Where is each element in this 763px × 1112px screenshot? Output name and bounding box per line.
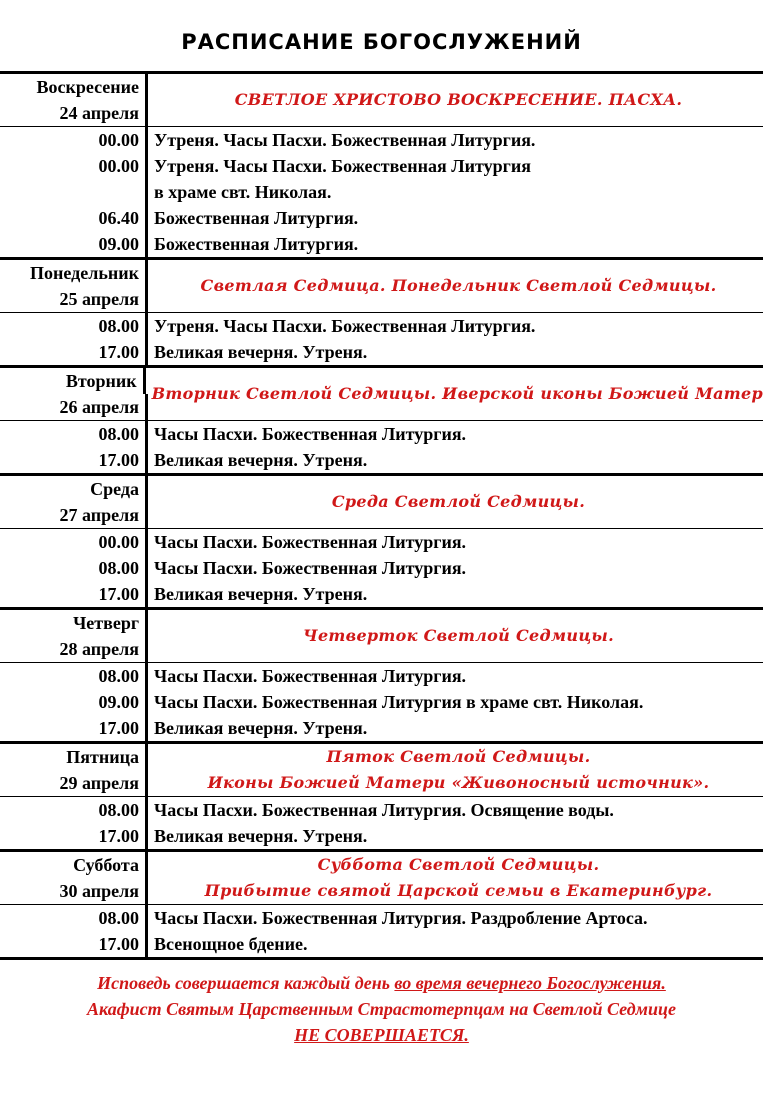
service-row [0,205,763,231]
service-time: 00.00 [0,153,148,179]
service-text: Часы Пасхи. Божественная Литургия. [154,532,467,552]
service-text: Великая вечерня. Утреня. [154,450,368,470]
service-time: 17.00 [0,823,148,849]
footer-line1a: Исповедь совершается каждый день [97,973,395,993]
page-title: РАСПИСАНИЕ БОГОСЛУЖЕНИЙ [181,30,582,54]
feast-title: Прибытие святой Царской семьи в Екатеринбург. [204,881,713,900]
feast-title: Пяток Светлой Седмицы. [326,747,591,766]
day-header-row [0,260,763,295]
service-time: 00.00 [0,529,148,555]
day-header-row [0,502,763,529]
day-block [0,741,763,849]
service-time: 17.00 [0,339,148,365]
service-text: Всенощное бдение. [154,934,308,954]
feast-title: Среда Светлой Седмицы. [331,492,586,511]
day-header-row [0,286,763,313]
service-text: Часы Пасхи. Божественная Литургия в храме свт. Николая. [154,692,644,712]
feast-title: Суббота Светлой Седмицы. [317,855,600,874]
service-row [0,421,763,447]
service-time: 06.40 [0,205,148,231]
service-time: 08.00 [0,421,148,447]
day-header-row [0,368,763,403]
service-text: Часы Пасхи. Божественная Литургия. [154,666,467,686]
service-time: 17.00 [0,447,148,473]
service-row [0,715,763,741]
day-date: 24 апреля [0,100,148,126]
day-name: Пятница [0,744,148,770]
day-header-row [0,852,763,878]
service-text: Часы Пасхи. Божественная Литургия. Освящение воды. [154,800,614,820]
service-row [0,529,763,555]
day-date: 28 апреля [0,636,148,662]
service-row [0,581,763,607]
service-text: Утреня. Часы Пасхи. Божественная Литургия. [154,130,536,150]
service-time [0,179,148,205]
day-block [0,607,763,741]
day-header-row [0,74,763,109]
service-text: Часы Пасхи. Божественная Литургия. [154,424,467,444]
feast-title: Светлая Седмица. Понедельник Светлой Седмицы. [200,276,717,295]
service-row [0,905,763,931]
service-time: 08.00 [0,313,148,339]
day-name: Четверг [0,610,148,636]
feast-title: Вторник Светлой Седмицы. Иверской иконы Божией Матер [151,384,763,403]
service-time: 08.00 [0,797,148,823]
service-row [0,231,763,257]
service-text: Божественная Литургия. [154,234,359,254]
day-name: Вторник [0,368,146,394]
day-header-row [0,476,763,511]
service-text: Часы Пасхи. Божественная Литургия. [154,558,467,578]
day-date: 25 апреля [0,286,148,312]
footer-line2: Акафист Святым Царственным Страстотерпцам на Светлой Седмице [87,999,676,1019]
service-time: 08.00 [0,905,148,931]
service-text: Великая вечерня. Утреня. [154,826,368,846]
service-row [0,931,763,957]
day-header-row [0,878,763,905]
day-date: 27 апреля [0,502,148,528]
service-text: Утреня. Часы Пасхи. Божественная Литургия [154,156,531,176]
service-row [0,663,763,689]
day-header-row [0,610,763,645]
day-name: Понедельник [0,260,148,286]
day-date: 30 апреля [0,878,148,904]
feast-title: Иконы Божией Матери «Живоносный источник». [207,773,710,792]
footer-note [0,970,763,1048]
day-name: Среда [0,476,148,502]
service-text: Великая вечерня. Утреня. [154,718,368,738]
service-time: 08.00 [0,663,148,689]
service-row [0,339,763,365]
day-header-row [0,100,763,127]
service-row [0,689,763,715]
footer-line1b: во время вечернего Богослужения. [394,973,666,993]
service-time: 00.00 [0,127,148,153]
service-row [0,447,763,473]
service-time: 08.00 [0,555,148,581]
service-row [0,313,763,339]
day-block [0,473,763,607]
service-time: 17.00 [0,931,148,957]
day-header-row [0,394,763,421]
day-block [0,849,763,960]
service-row [0,153,763,179]
service-text: в храме свт. Николая. [154,182,332,202]
footer-line3: НЕ СОВЕРШАЕТСЯ. [294,1025,469,1045]
service-text: Утреня. Часы Пасхи. Божественная Литургия. [154,316,536,336]
service-row [0,127,763,153]
day-block [0,365,763,473]
schedule-table [0,71,763,960]
service-row [0,797,763,823]
day-header-row [0,744,763,770]
service-row [0,823,763,849]
feast-title: Четверток Светлой Седмицы. [303,626,614,645]
service-time: 17.00 [0,581,148,607]
day-name: Воскресение [0,74,148,100]
day-name: Суббота [0,852,148,878]
service-row [0,555,763,581]
service-time: 09.00 [0,689,148,715]
service-text: Великая вечерня. Утреня. [154,584,368,604]
day-date: 26 апреля [0,394,148,420]
service-text: Божественная Литургия. [154,208,359,228]
day-block [0,257,763,365]
day-date: 29 апреля [0,770,148,796]
service-row [0,179,763,205]
service-time: 09.00 [0,231,148,257]
service-text: Часы Пасхи. Божественная Литургия. Раздробление Артоса. [154,908,648,928]
service-text: Великая вечерня. Утреня. [154,342,368,362]
day-block [0,71,763,257]
feast-title: СВЕТЛОЕ ХРИСТОВО ВОСКРЕСЕНИЕ. ПАСХА. [234,90,683,109]
service-time: 17.00 [0,715,148,741]
day-header-row [0,770,763,797]
day-header-row [0,636,763,663]
